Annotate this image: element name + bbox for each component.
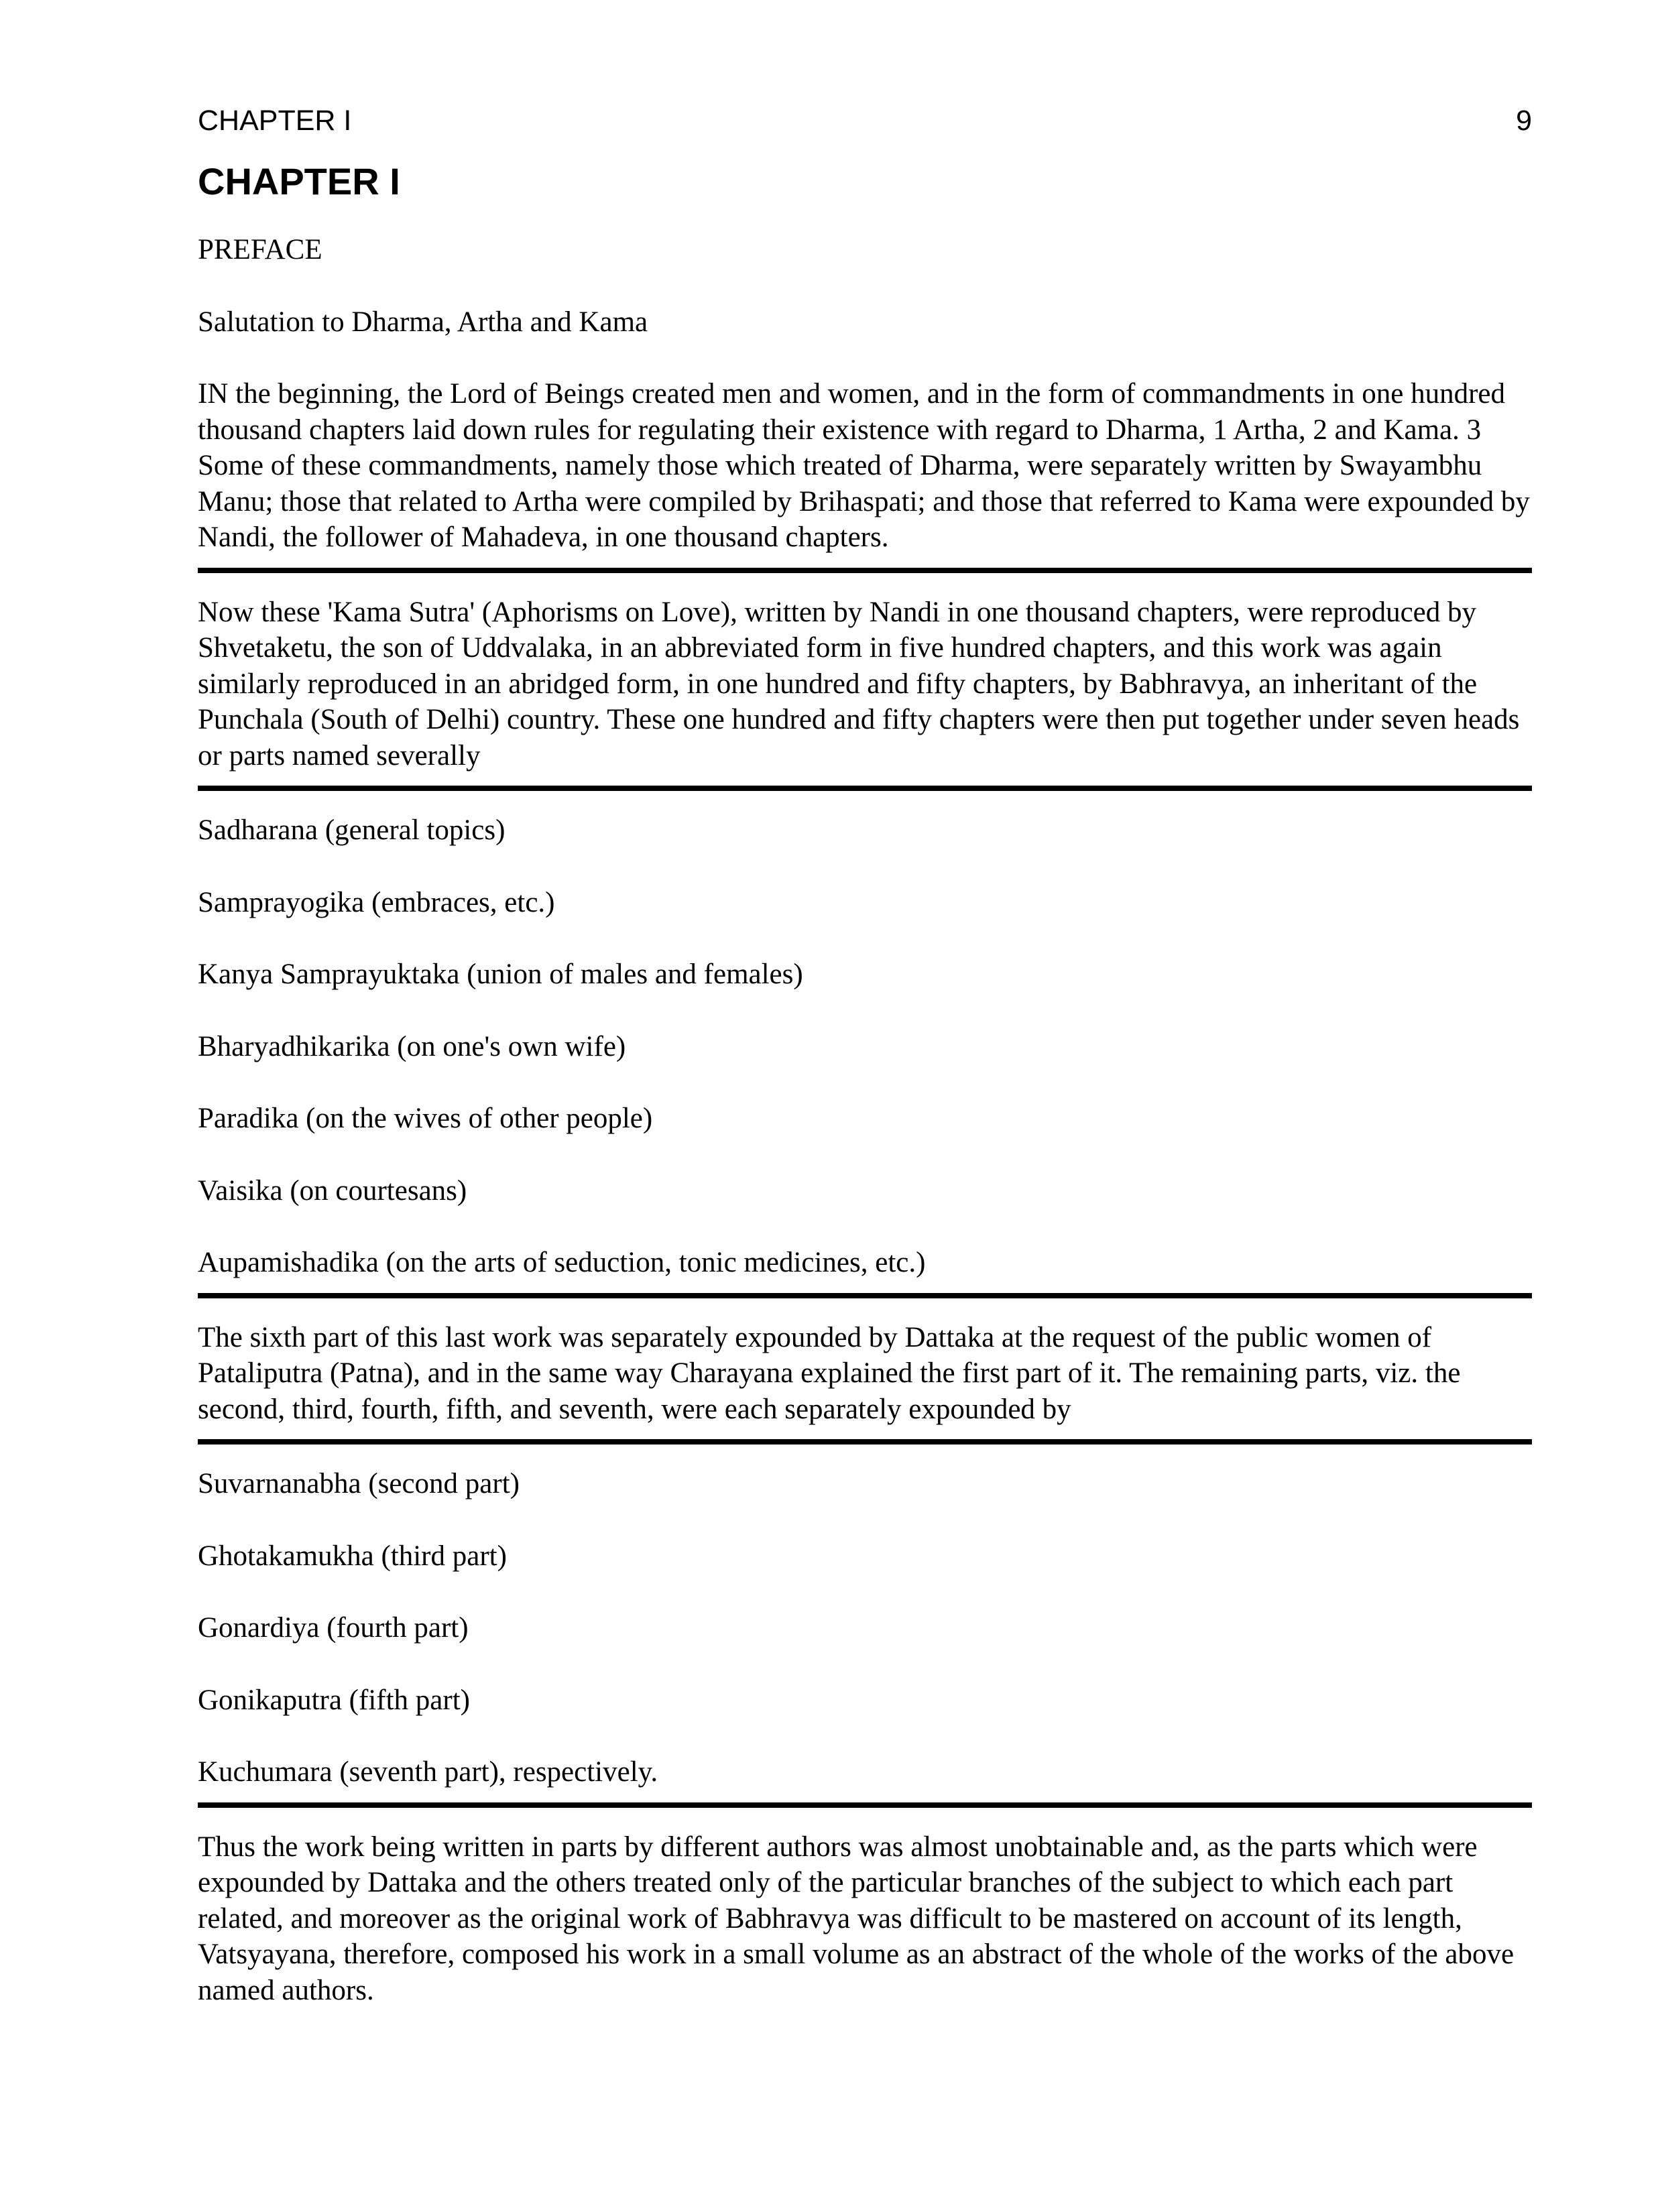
paragraph-2: Now these 'Kama Sutra' (Aphorisms on Love), written by Nandi in one thousand chapters, were reproduced by Shvetaketu, the son of Uddvalaka, in an abbreviated form in five hundred chapters, and this work was again similarly reproduced in an abridged form, in one hundred and fifty chapters, by Babhravya, an inheritant of the Punchala (South of Delhi) country. These one hundred and fifty chapters were then put together under seven heads or parts named severally: [198, 596, 1520, 772]
expounders-list: [198, 1466, 1532, 1790]
list-item: Ghotakamukha (third part): [198, 1540, 507, 1572]
horizontal-rule: [198, 1802, 1532, 1808]
list-item: Kuchumara (seventh part), respectively.: [198, 1756, 658, 1788]
paragraph-3: The sixth part of this last work was separately expounded by Dattaka at the request of the public women of Pataliputra (Patna), and in the same way Charayana explained the first part of it. The remaining parts, viz. the second, third, fourth, fifth, and seventh, were each separately expounded by: [198, 1321, 1461, 1425]
document-page: [198, 101, 1532, 2008]
horizontal-rule: [198, 786, 1532, 791]
paragraph-4: Thus the work being written in parts by different authors was almost unobtainable and, as the parts which were expounded by Dattaka and the others treated only of the particular branches of the subject to which each part related, and moreover as the original work of Babhravya was difficult to be mastered on account of its length, Vatsyayana, therefore, composed his work in a small volume as an abstract of the whole of the works of the above named authors.: [198, 1831, 1515, 2006]
body-text: [198, 232, 1532, 2008]
paragraph-1: IN the beginning, the Lord of Beings created men and women, and in the form of commandments in one hundred thousand chapters laid down rules for regulating their existence with regard to Dharma, 1 Artha, 2 and Kama. 3 Some of these commandments, namely those which treated of Dharma, were separately written by Swayambhu Manu; those that related to Artha were compiled by Brihaspati; and those that referred to Kama were expounded by Nandi, the follower of Mahadeva, in one thousand chapters.: [198, 378, 1530, 553]
list-item: Vaisika (on courtesans): [198, 1174, 467, 1207]
list-item: Suvarnanabha (second part): [198, 1468, 520, 1499]
chapter-title: CHAPTER I: [198, 160, 400, 202]
running-header-title: CHAPTER I: [198, 105, 352, 137]
salutation: Salutation to Dharma, Artha and Kama: [198, 306, 648, 338]
page-number: 9: [1516, 105, 1532, 137]
list-item: Kanya Samprayuktaka (union of males and females): [198, 959, 803, 990]
running-header: [198, 101, 1532, 141]
list-item: Samprayogika (embraces, etc.): [198, 886, 555, 918]
horizontal-rule: [198, 568, 1532, 573]
list-item: Aupamishadika (on the arts of seduction, tonic medicines, etc.): [198, 1247, 926, 1278]
horizontal-rule: [198, 1439, 1532, 1445]
preface-label: PREFACE: [198, 234, 322, 265]
list-item: Bharyadhikarika (on one's own wife): [198, 1030, 626, 1062]
horizontal-rule: [198, 1293, 1532, 1298]
list-item: Paradika (on the wives of other people): [198, 1103, 653, 1134]
list-item: Gonikaputra (fifth part): [198, 1684, 470, 1716]
list-item: Sadharana (general topics): [198, 814, 506, 846]
list-item: Gonardiya (fourth part): [198, 1612, 469, 1644]
parts-list: [198, 812, 1532, 1281]
